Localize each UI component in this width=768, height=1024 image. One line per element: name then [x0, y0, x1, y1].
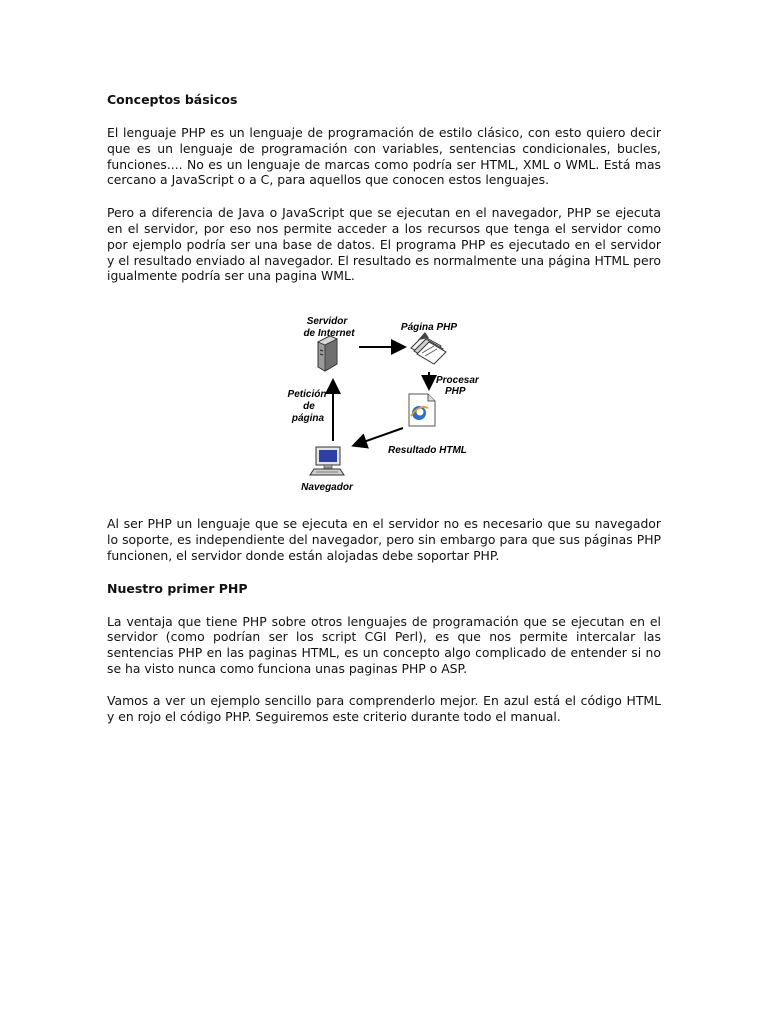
paragraph-intro: El lenguaje PHP es un lenguaje de programación de estilo clásico, con esto quiero decir que es un lenguaje de programación con variables, sentencias condicionales, bucles, funciones.... No es un lenguaje de marcas como podría ser HTML, XML o WML. Está mas cercano a JavaScript o a C, para aquellos que conocen estos lenguajes. [107, 125, 661, 188]
result-label: Resultado HTML [388, 445, 467, 457]
request-label-line1: Petición [287, 389, 327, 401]
diagram-canvas [107, 300, 661, 494]
php-flow-diagram [107, 300, 661, 494]
arrow-html-to-browser [355, 428, 403, 445]
process-label-line2: PHP [445, 386, 466, 398]
paragraph-example-intro: Vamos a ver un ejemplo sencillo para comprenderlo mejor. En azul está el código HTML y en rojo el código PHP. Seguiremos este criterio durante todo el manual. [107, 692, 661, 724]
paragraph-server-side: Pero a diferencia de Java o JavaScript que se ejecutan en el navegador, PHP se ejecuta en el servidor, por eso nos permite acceder a los recursos que tenga el servidor como por ejemplo podría ser una base de datos. El programa PHP es ejecutado en el servidor y el resultado enviado al navegador. El resultado es normalmente una página HTML pero igualmente podría ser una pagina WML. [107, 205, 661, 284]
section-title-primer-php: Nuestro primer PHP [107, 580, 248, 596]
server-icon [318, 336, 337, 371]
server-label-line2: de Internet [303, 328, 355, 340]
server-label-line1: Servidor [306, 316, 348, 328]
browser-label: Navegador [301, 482, 353, 494]
request-label-line3: página [291, 413, 325, 425]
html-document-icon [409, 394, 435, 426]
paragraph-advantage: La ventaja que tiene PHP sobre otros lenguajes de programación que se ejecutan en el servidor (como podrían ser los script CGI Perl), es que nos permite intercalar las sentencias PHP en las paginas HTML, es un concepto algo complicado de entender si no se ha visto nunca como funciona unas paginas PHP o ASP. [107, 613, 661, 676]
php-page-icon [411, 332, 446, 364]
document-content [107, 92, 661, 724]
request-label-line2: de [303, 401, 315, 413]
php-page-label: Página PHP [400, 322, 458, 334]
browser-computer-icon [310, 447, 344, 475]
paragraph-browser-independent: Al ser PHP un lenguaje que se ejecuta en el servidor no es necesario que su navegador lo soporte, es independiente del navegador, pero sin embargo para que sus páginas PHP funcionen, el servidor donde están alojadas debe soportar PHP. [107, 516, 661, 563]
section-title-conceptos: Conceptos básicos [107, 92, 238, 107]
process-label-line1: Procesar [436, 375, 479, 387]
